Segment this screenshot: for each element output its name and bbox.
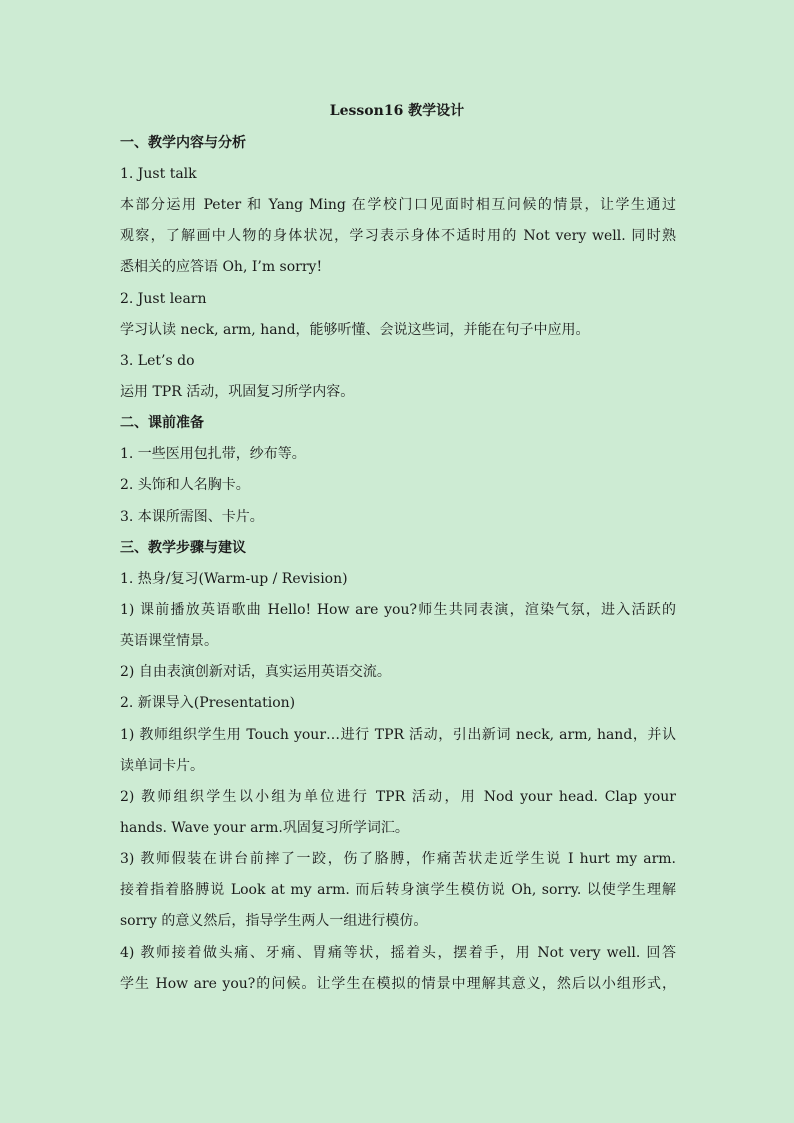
paragraph-line: 1) 教师组织学生用 Touch your…进行 TPR 活动，引出新词 neck, arm, hand，并认 (120, 727, 676, 743)
section-heading-preparation: 二、课前准备 (120, 415, 204, 431)
subheading-warmup: 1. 热身/复习(Warm-up / Revision) (120, 571, 348, 587)
paragraph-line: 4) 教师接着做头痛、牙痛、胃痛等状，摇着头，摆着手，用 Not very well. 回答 (120, 945, 676, 961)
document-title: Lesson16 教学设计 (329, 103, 465, 119)
paragraph-line: hands. Wave your arm.巩固复习所学词汇。 (120, 820, 409, 836)
section-heading-steps: 三、教学步骤与建议 (120, 540, 246, 556)
subheading-just-talk: 1. Just talk (120, 166, 197, 182)
paragraph-line: 观察，了解画中人物的身体状况，学习表示身体不适时用的 Not very well. 同时熟 (120, 228, 676, 244)
paragraph-line: 悉相关的应答语 Oh, I’m sorry! (120, 259, 323, 275)
paragraph-line: 3) 教师假装在讲台前摔了一跤，伤了胳膊，作痛苦状走近学生说 I hurt my arm. (120, 851, 676, 867)
subheading-lets-do: 3. Let’s do (120, 353, 195, 369)
paragraph-line: 接着指着胳膊说 Look at my arm. 而后转身演学生模仿说 Oh, sorry. 以使学生理解 (120, 882, 676, 898)
list-item: 2. 头饰和人名胸卡。 (120, 477, 250, 493)
list-item: 3. 本课所需图、卡片。 (120, 509, 264, 525)
paragraph-line: sorry 的意义然后，指导学生两人一组进行模仿。 (120, 913, 428, 929)
paragraph-line: 1) 课前播放英语歌曲 Hello! How are you?师生共同表演，渲染气氛，进入活跃的 (120, 602, 676, 618)
paragraph-line: 读单词卡片。 (120, 758, 204, 774)
paragraph-line: 2) 自由表演创新对话，真实运用英语交流。 (120, 664, 391, 680)
subheading-just-learn: 2. Just learn (120, 291, 207, 307)
section-heading-content: 一、教学内容与分析 (120, 135, 246, 151)
paragraph-line: 2) 教师组织学生以小组为单位进行 TPR 活动，用 Nod your head. Clap your (120, 789, 676, 805)
subheading-presentation: 2. 新课导入(Presentation) (120, 695, 296, 711)
paragraph-line: 学习认读 neck, arm, hand，能够听懂、会说这些词，并能在句子中应用。 (120, 322, 590, 338)
paragraph-line: 本部分运用 Peter 和 Yang Ming 在学校门口见面时相互问候的情景，让学生通过 (120, 197, 676, 213)
paragraph-line: 运用 TPR 活动，巩固复习所学内容。 (120, 384, 355, 400)
paragraph-line: 英语课堂情景。 (120, 633, 218, 649)
paragraph-line: 学生 How are you?的问候。让学生在模拟的情景中理解其意义，然后以小组形式， (120, 976, 676, 992)
list-item: 1. 一些医用包扎带，纱布等。 (120, 446, 306, 462)
